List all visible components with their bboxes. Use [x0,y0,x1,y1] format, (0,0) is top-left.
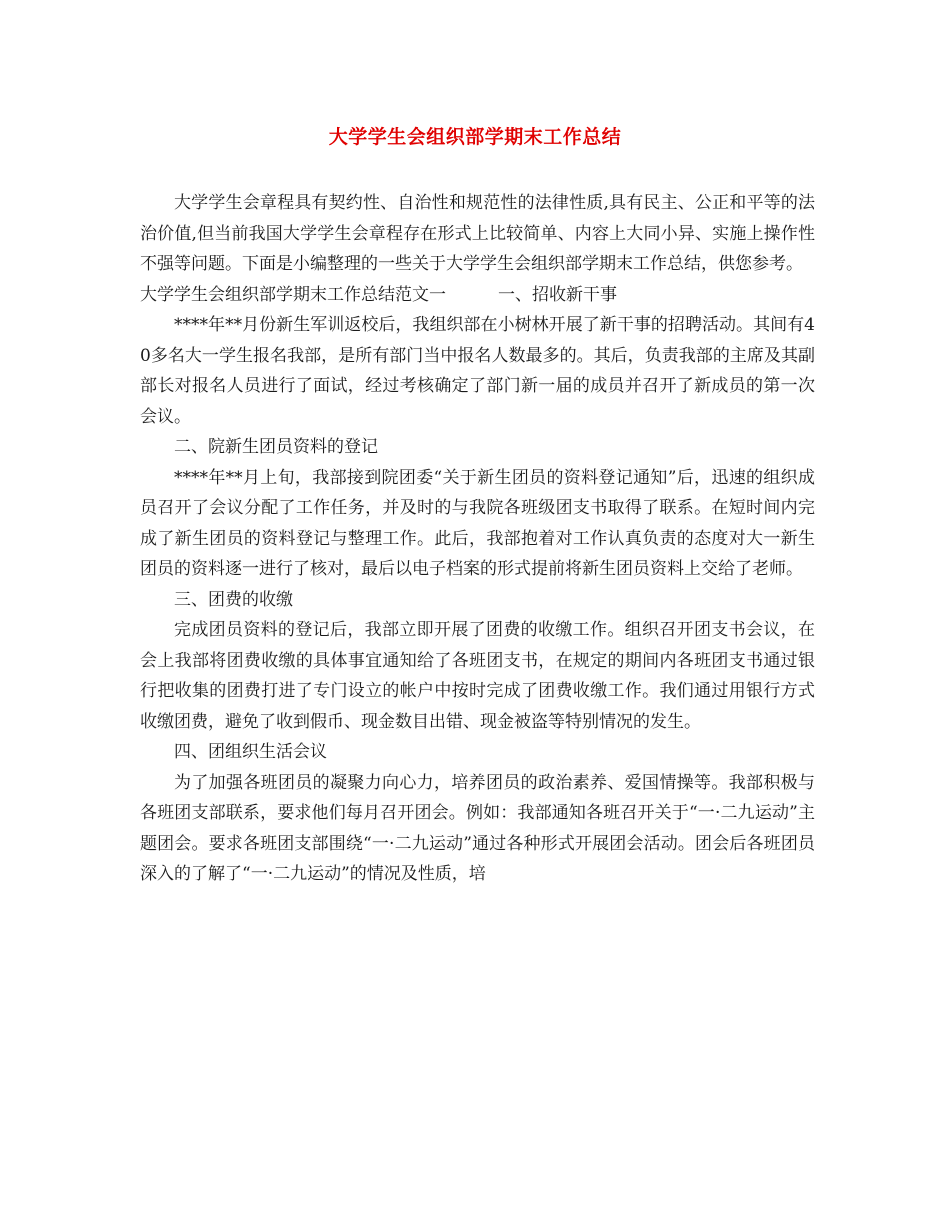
sample-heading: 大学学生会组织部学期末工作总结范文一 [140,284,446,305]
document-body [140,188,815,890]
section2-heading: 二、院新生团员资料的登记 [174,437,378,457]
intro-paragraph: 大学学生会章程具有契约性、自治性和规范性的法律性质,具有民主、公正和平等的法治价值,但当前我国大学学生会章程存在形式上比较简单、内容上大同小异、实施上操作性不强等问题。下面是小编整理的一些关于大学学生会组织部学期末工作总结，供您参考。 [140,193,815,274]
section4-paragraph: 为了加强各班团员的凝聚力向心力，培养团员的政治素养、爱国情操等。我部积极与各班团支部联系，要求他们每月召开团会。例如：我部通知各班召开关于“一·二九运动”主题团会。要求各班团支部围绕“一·二九运动”通过各种形式开展团会活动。团会后各班团员深入的了解了“一·二九运动”的情况及性质，培 [140,772,815,884]
section1-paragraph: ****年**月份新生军训返校后，我组织部在小树林开展了新干事的招聘活动。其间有40多名大一学生报名我部，是所有部门当中报名人数最多的。其后，负责我部的主席及其副部长对报名人员进行了面试，经过考核确定了部门新一届的成员并召开了新成员的第一次会议。 [140,315,815,427]
section2-paragraph: ****年**月上旬，我部接到院团委“关于新生团员的资料登记通知”后，迅速的组织成员召开了会议分配了工作任务，并及时的与我院各班级团支书取得了联系。在短时间内完成了新生团员的资料登记与整理工作。此后，我部抱着对工作认真负责的态度对大一新生团员的资料逐一进行了核对，最后以电子档案的形式提前将新生团员资料上交给了老师。 [140,467,815,579]
document-title: 大学学生会组织部学期末工作总结 [328,126,622,148]
sample-heading-line [140,280,815,311]
section1-heading: 一、招收新干事 [498,284,617,305]
section4-heading: 四、团组织生活会议 [174,742,327,762]
section3-heading: 三、团费的收缴 [174,589,293,610]
section3-paragraph: 完成团员资料的登记后，我部立即开展了团费的收缴工作。组织召开团支书会议，在会上我部将团费收缴的具体事宜通知给了各班团支书，在规定的期间内各班团支书通过银行把收集的团费打进了专门设立的帐户中按时完成了团费收缴工作。我们通过用银行方式收缴团费，避免了收到假币、现金数目出错、现金被盗等特别情况的发生。 [140,620,815,732]
